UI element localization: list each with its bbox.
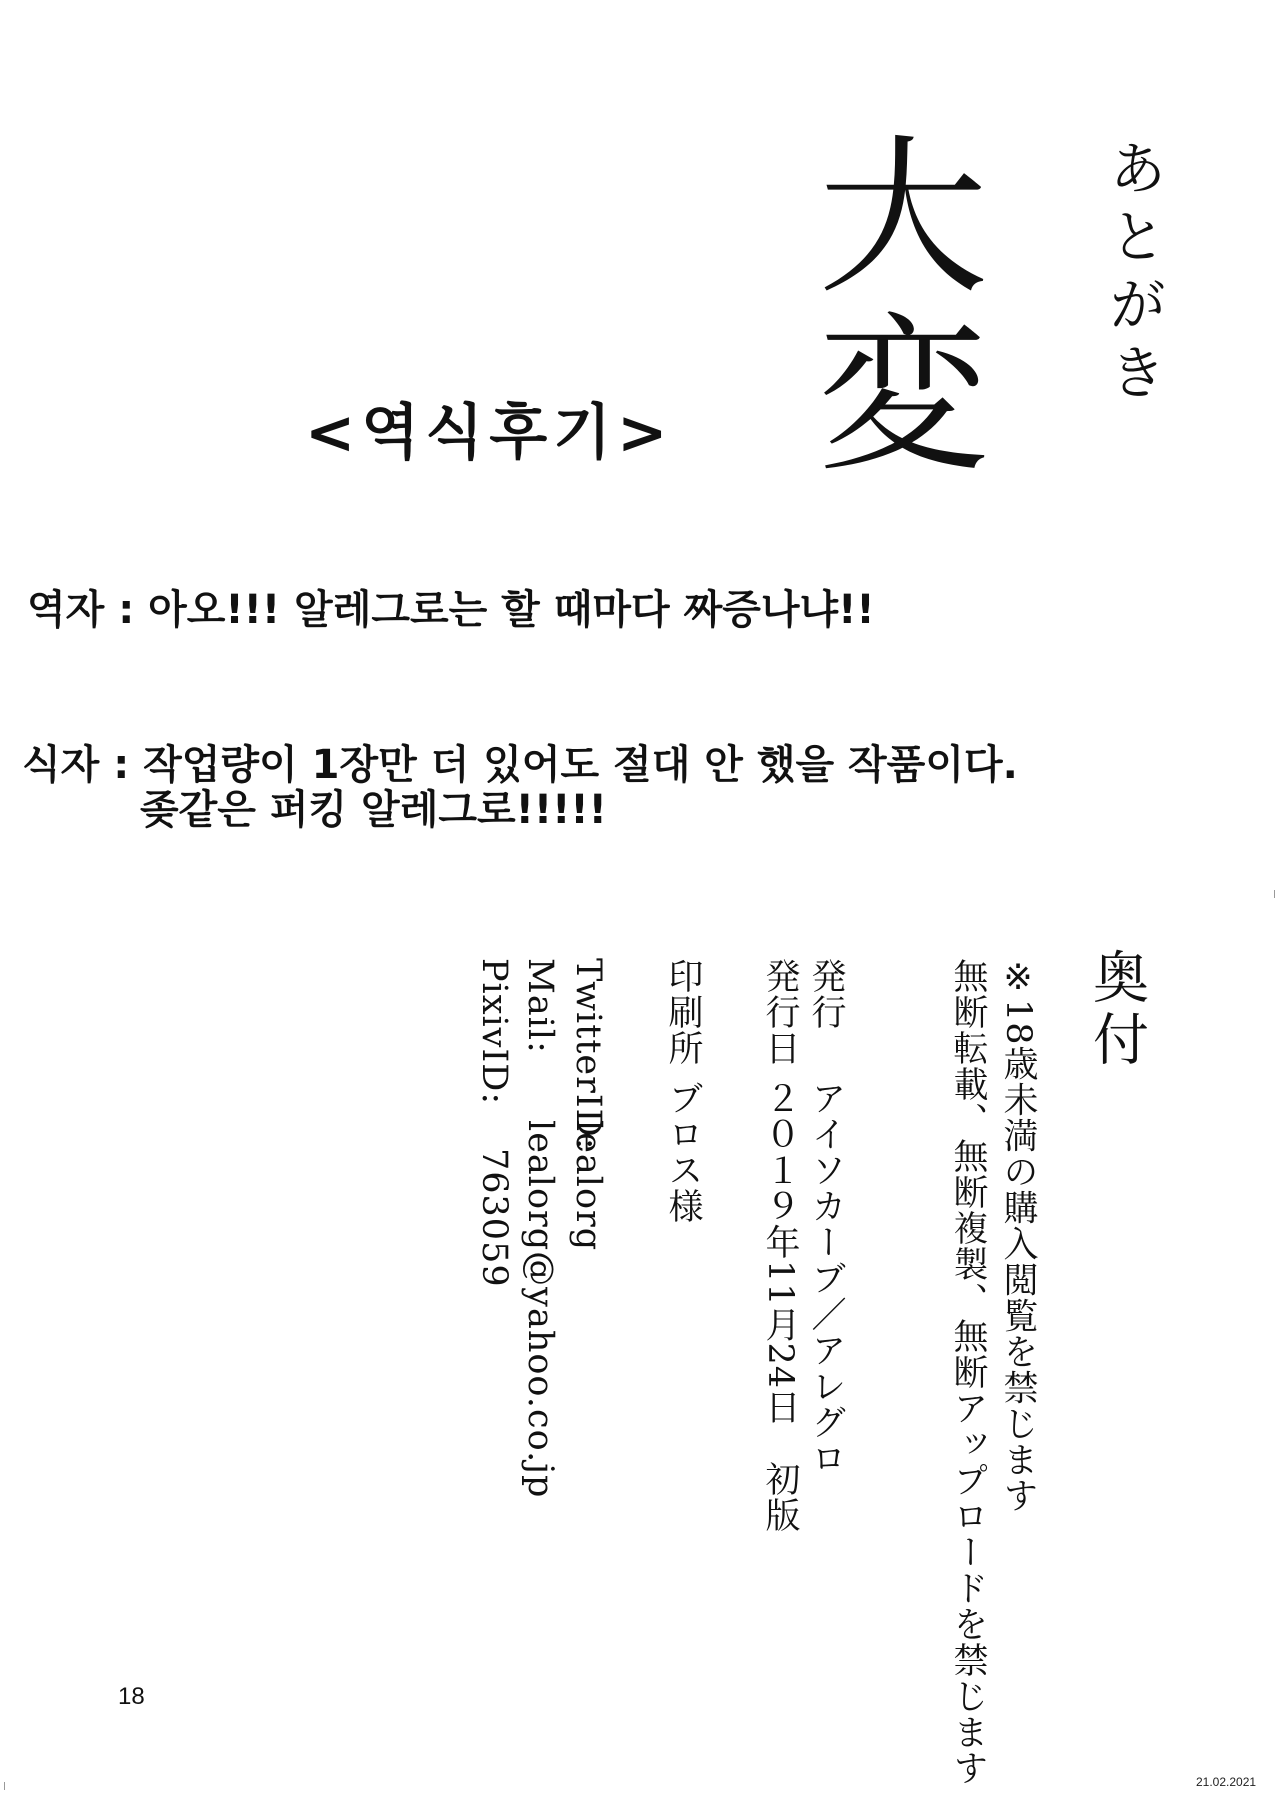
page-number: 18	[118, 1683, 145, 1710]
age-restriction-notice: ※18歳未満の購入閲覧を禁じます	[998, 958, 1038, 1514]
scan-edge-mark	[1274, 890, 1275, 898]
translator-note: 역자 : 아오!!! 알레그로는 할 때마다 짜증나냐!!	[27, 587, 875, 633]
printer-value: ブロス様	[663, 1080, 703, 1224]
mail-address: lealorg@yahoo.co.jp	[520, 1120, 560, 1499]
issue-date-label: 発行日	[760, 958, 800, 1066]
typesetter-note-line-1: 식자 : 작업량이 1장만 더 있어도 절대 안 했을 작품이다.	[22, 742, 1018, 788]
issue-date-value: ２０１９年11月24日 初版	[760, 1080, 800, 1534]
scan-edge-mark	[4, 1782, 5, 1790]
redistribution-notice: 無断転載、無断複製、無断アップロードを禁じます	[948, 958, 988, 1786]
typesetter-note-line-2: 좆같은 퍼킹 알레그로!!!!!	[140, 787, 607, 833]
printer-label: 印刷所	[663, 958, 703, 1066]
afterword-label: あとがき	[1099, 138, 1167, 410]
publisher-value: アイソカーブ／アレグロ	[806, 1080, 846, 1476]
pixiv-id: 763059	[474, 1148, 514, 1288]
date-stamp: 21.02.2021	[1196, 1775, 1257, 1789]
title-kanji: 大変	[817, 120, 988, 496]
translation-notes-heading: <역식후기>	[305, 398, 674, 468]
publisher-label: 発行	[806, 958, 846, 1030]
mail-label: Mail:	[520, 958, 560, 1054]
twitter-id: lealorg	[568, 1120, 608, 1252]
pixiv-label: PixivID:	[474, 958, 514, 1106]
twitter-label: TwitterID:	[568, 958, 608, 1151]
colophon-heading: 奥付	[1084, 948, 1149, 1072]
